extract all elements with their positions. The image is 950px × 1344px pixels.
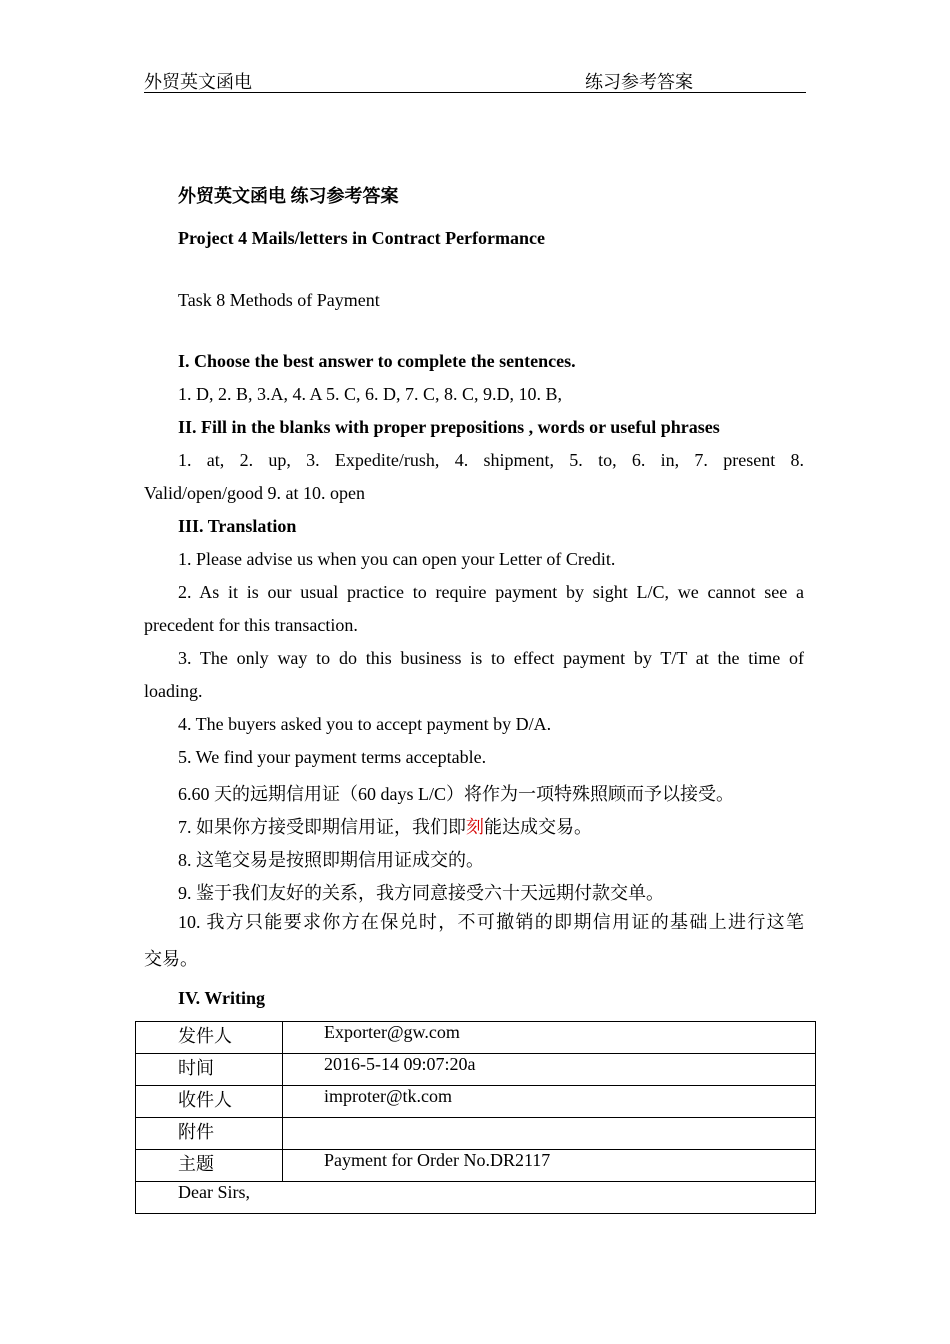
email-attachment-value bbox=[283, 1118, 816, 1150]
translation-9: 9. 鉴于我们友好的关系，我方同意接受六十天远期付款交单。 bbox=[178, 883, 664, 903]
translation-2-line1: 2. As it is our usual practice to require payment by sight L/C, we cannot see a bbox=[178, 582, 804, 602]
email-time-label: 时间 bbox=[136, 1054, 283, 1086]
translation-3-line1: 3. The only way to do this business is to effect payment by T/T at the time of bbox=[178, 648, 804, 668]
section1-heading: I. Choose the best answer to complete the sentences. bbox=[178, 351, 576, 371]
translation-3-line2: loading. bbox=[144, 681, 203, 701]
page-header bbox=[144, 68, 806, 93]
translation-2-line2: precedent for this transaction. bbox=[144, 615, 358, 635]
header-right-title: 练习参考答案 bbox=[585, 72, 693, 92]
email-attachment-row bbox=[136, 1118, 816, 1150]
document-title: 外贸英文函电 练习参考答案 bbox=[178, 186, 399, 206]
section3-heading: III. Translation bbox=[178, 516, 297, 536]
translation-6: 6.60 天的远期信用证（60 days L/C）将作为一项特殊照顾而予以接受。 bbox=[178, 784, 734, 804]
email-subject-value: Payment for Order No.DR2117 bbox=[283, 1150, 816, 1182]
header-left-title: 外贸英文函电 bbox=[144, 72, 252, 92]
section4-heading: IV. Writing bbox=[178, 988, 266, 1008]
email-from-label: 发件人 bbox=[136, 1022, 283, 1054]
section2-heading: II. Fill in the blanks with proper prepositions , words or useful phrases bbox=[178, 417, 720, 437]
email-from-value: Exporter@gw.com bbox=[283, 1022, 816, 1054]
section2-answers-line1: 1. at, 2. up, 3. Expedite/rush, 4. shipment, 5. to, 6. in, 7. present 8. bbox=[178, 450, 804, 470]
translation-4: 4. The buyers asked you to accept payment by D/A. bbox=[178, 714, 552, 734]
email-to-value: improter@tk.com bbox=[283, 1086, 816, 1118]
translation-7-pre: 7. 如果你方接受即期信用证，我们即 bbox=[178, 817, 466, 837]
translation-7-post: 能达成交易。 bbox=[484, 817, 592, 837]
email-body-row bbox=[136, 1182, 816, 1214]
email-subject-row bbox=[136, 1150, 816, 1182]
email-to-label: 收件人 bbox=[136, 1086, 283, 1118]
email-table bbox=[135, 1021, 816, 1214]
email-time-row bbox=[136, 1054, 816, 1086]
email-to-row bbox=[136, 1086, 816, 1118]
email-time-value: 2016-5-14 09:07:20a bbox=[283, 1054, 816, 1086]
translation-7 bbox=[178, 813, 592, 839]
translation-7-highlight: 刻 bbox=[466, 817, 484, 837]
email-from-row bbox=[136, 1022, 816, 1054]
translation-1: 1. Please advise us when you can open your Letter of Credit. bbox=[178, 549, 616, 569]
email-greeting: Dear Sirs, bbox=[136, 1182, 816, 1214]
translation-5: 5. We find your payment terms acceptable. bbox=[178, 747, 487, 767]
translation-10-line1: 10. 我方只能要求你方在保兑时，不可撤销的即期信用证的基础上进行这笔 bbox=[178, 912, 804, 932]
email-subject-label: 主题 bbox=[136, 1150, 283, 1182]
section2-answers-line2: Valid/open/good 9. at 10. open bbox=[144, 483, 365, 503]
translation-8: 8. 这笔交易是按照即期信用证成交的。 bbox=[178, 850, 484, 870]
task-title: Task 8 Methods of Payment bbox=[178, 290, 380, 310]
email-attachment-label: 附件 bbox=[136, 1118, 283, 1150]
project-title: Project 4 Mails/letters in Contract Performance bbox=[178, 228, 546, 248]
section1-answers: 1. D, 2. B, 3.A, 4. A 5. C, 6. D, 7. C, 8. C, 9.D, 10. B, bbox=[178, 384, 563, 404]
translation-10-line2: 交易。 bbox=[144, 949, 198, 969]
